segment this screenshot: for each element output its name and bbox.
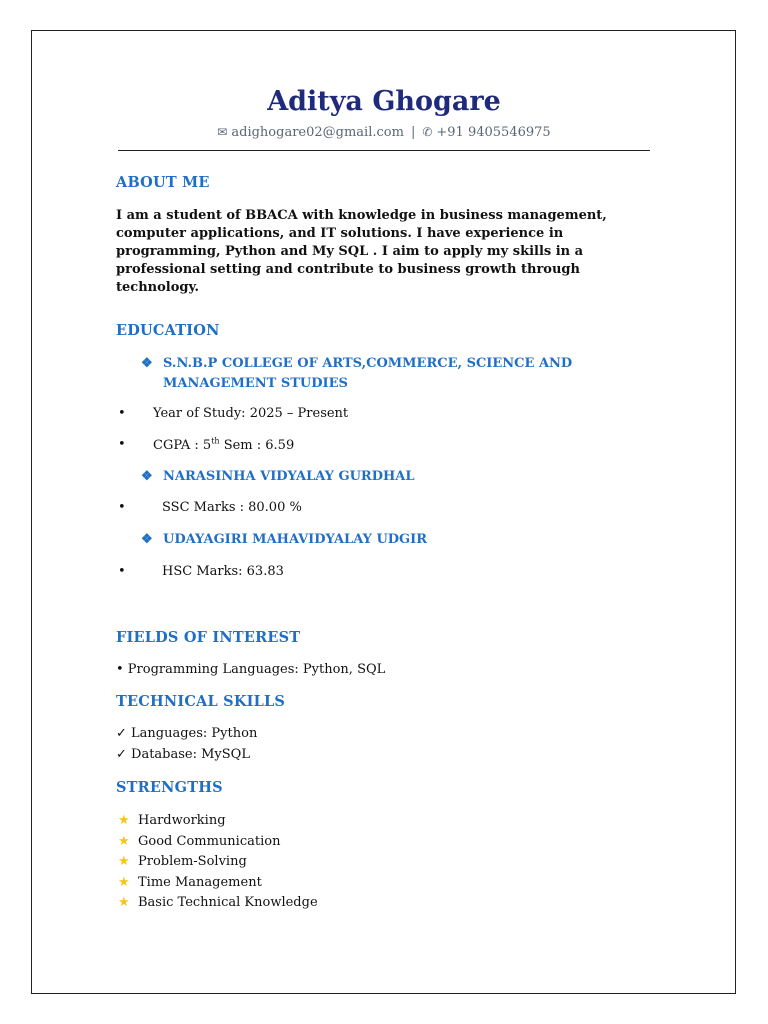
diamond-bullet-icon: ❖: [141, 356, 153, 371]
strength-item: ★ Problem-Solving: [118, 854, 247, 869]
bullet: •: [118, 437, 126, 452]
diamond-bullet-icon: ❖: [141, 469, 153, 484]
detail-text: HSC Marks: 63.83: [162, 564, 284, 579]
strength-item: ★ Hardworking: [118, 813, 226, 828]
education-detail: [118, 406, 518, 421]
cgpa-text: CGPA : 5th Sem : 6.59: [153, 437, 295, 454]
education-detail: [118, 437, 518, 453]
interest-item: • Programming Languages: Python, SQL: [116, 662, 386, 677]
about-heading: ABOUT ME: [116, 174, 210, 191]
school-item: [141, 530, 661, 550]
skill-item: ✓ Database: MySQL: [116, 747, 250, 762]
star-icon: ★: [118, 834, 130, 849]
contact-separator: |: [410, 125, 416, 140]
detail-text: SSC Marks : 80.00 %: [162, 500, 302, 515]
strengths-heading: STRENGTHS: [116, 779, 223, 796]
star-icon: ★: [118, 895, 130, 910]
star-icon: ★: [118, 813, 130, 828]
education-detail: [118, 564, 518, 579]
school-item: [141, 354, 661, 394]
bullet: •: [118, 564, 126, 579]
contact-line: [0, 125, 768, 140]
skill-item: ✓ Languages: Python: [116, 726, 258, 741]
school-item: [141, 467, 661, 487]
star-icon: ★: [118, 875, 130, 890]
strength-item: ★ Good Communication: [118, 834, 281, 849]
email-icon: ✉: [217, 125, 228, 139]
email-link[interactable]: adighogare02@gmail.com: [231, 125, 404, 140]
diamond-bullet-icon: ❖: [141, 532, 153, 547]
school-name: UDAYAGIRI MAHAVIDYALAY UDGIR: [163, 532, 428, 547]
candidate-name: Aditya Ghogare: [267, 86, 501, 117]
school-name: NARASINHA VIDYALAY GURDHAL: [163, 469, 415, 484]
strength-item: ★ Time Management: [118, 875, 262, 890]
star-icon: ★: [118, 854, 130, 869]
bullet: •: [118, 500, 126, 515]
about-text: I am a student of BBACA with knowledge in business management, computer applications, and IT solutions. I have experience in programming, Python and My SQL . I aim to apply my skills in a professional setting and contribute to business growth through technology.: [116, 208, 607, 295]
header-divider: [118, 150, 650, 151]
education-detail: [118, 500, 518, 515]
detail-text: Year of Study: 2025 – Present: [153, 406, 349, 421]
interests-heading: FIELDS OF INTEREST: [116, 629, 301, 646]
school-name: S.N.B.P COLLEGE OF ARTS,COMMERCE, SCIENCE AND MANAGEMENT STUDIES: [163, 356, 573, 391]
strength-item: ★ Basic Technical Knowledge: [118, 895, 318, 910]
phone-icon: ✆: [422, 125, 433, 139]
skills-heading: TECHNICAL SKILLS: [116, 693, 286, 710]
education-heading: EDUCATION: [116, 322, 220, 339]
phone-number[interactable]: +91 9405546975: [436, 125, 551, 140]
bullet: •: [118, 406, 126, 421]
